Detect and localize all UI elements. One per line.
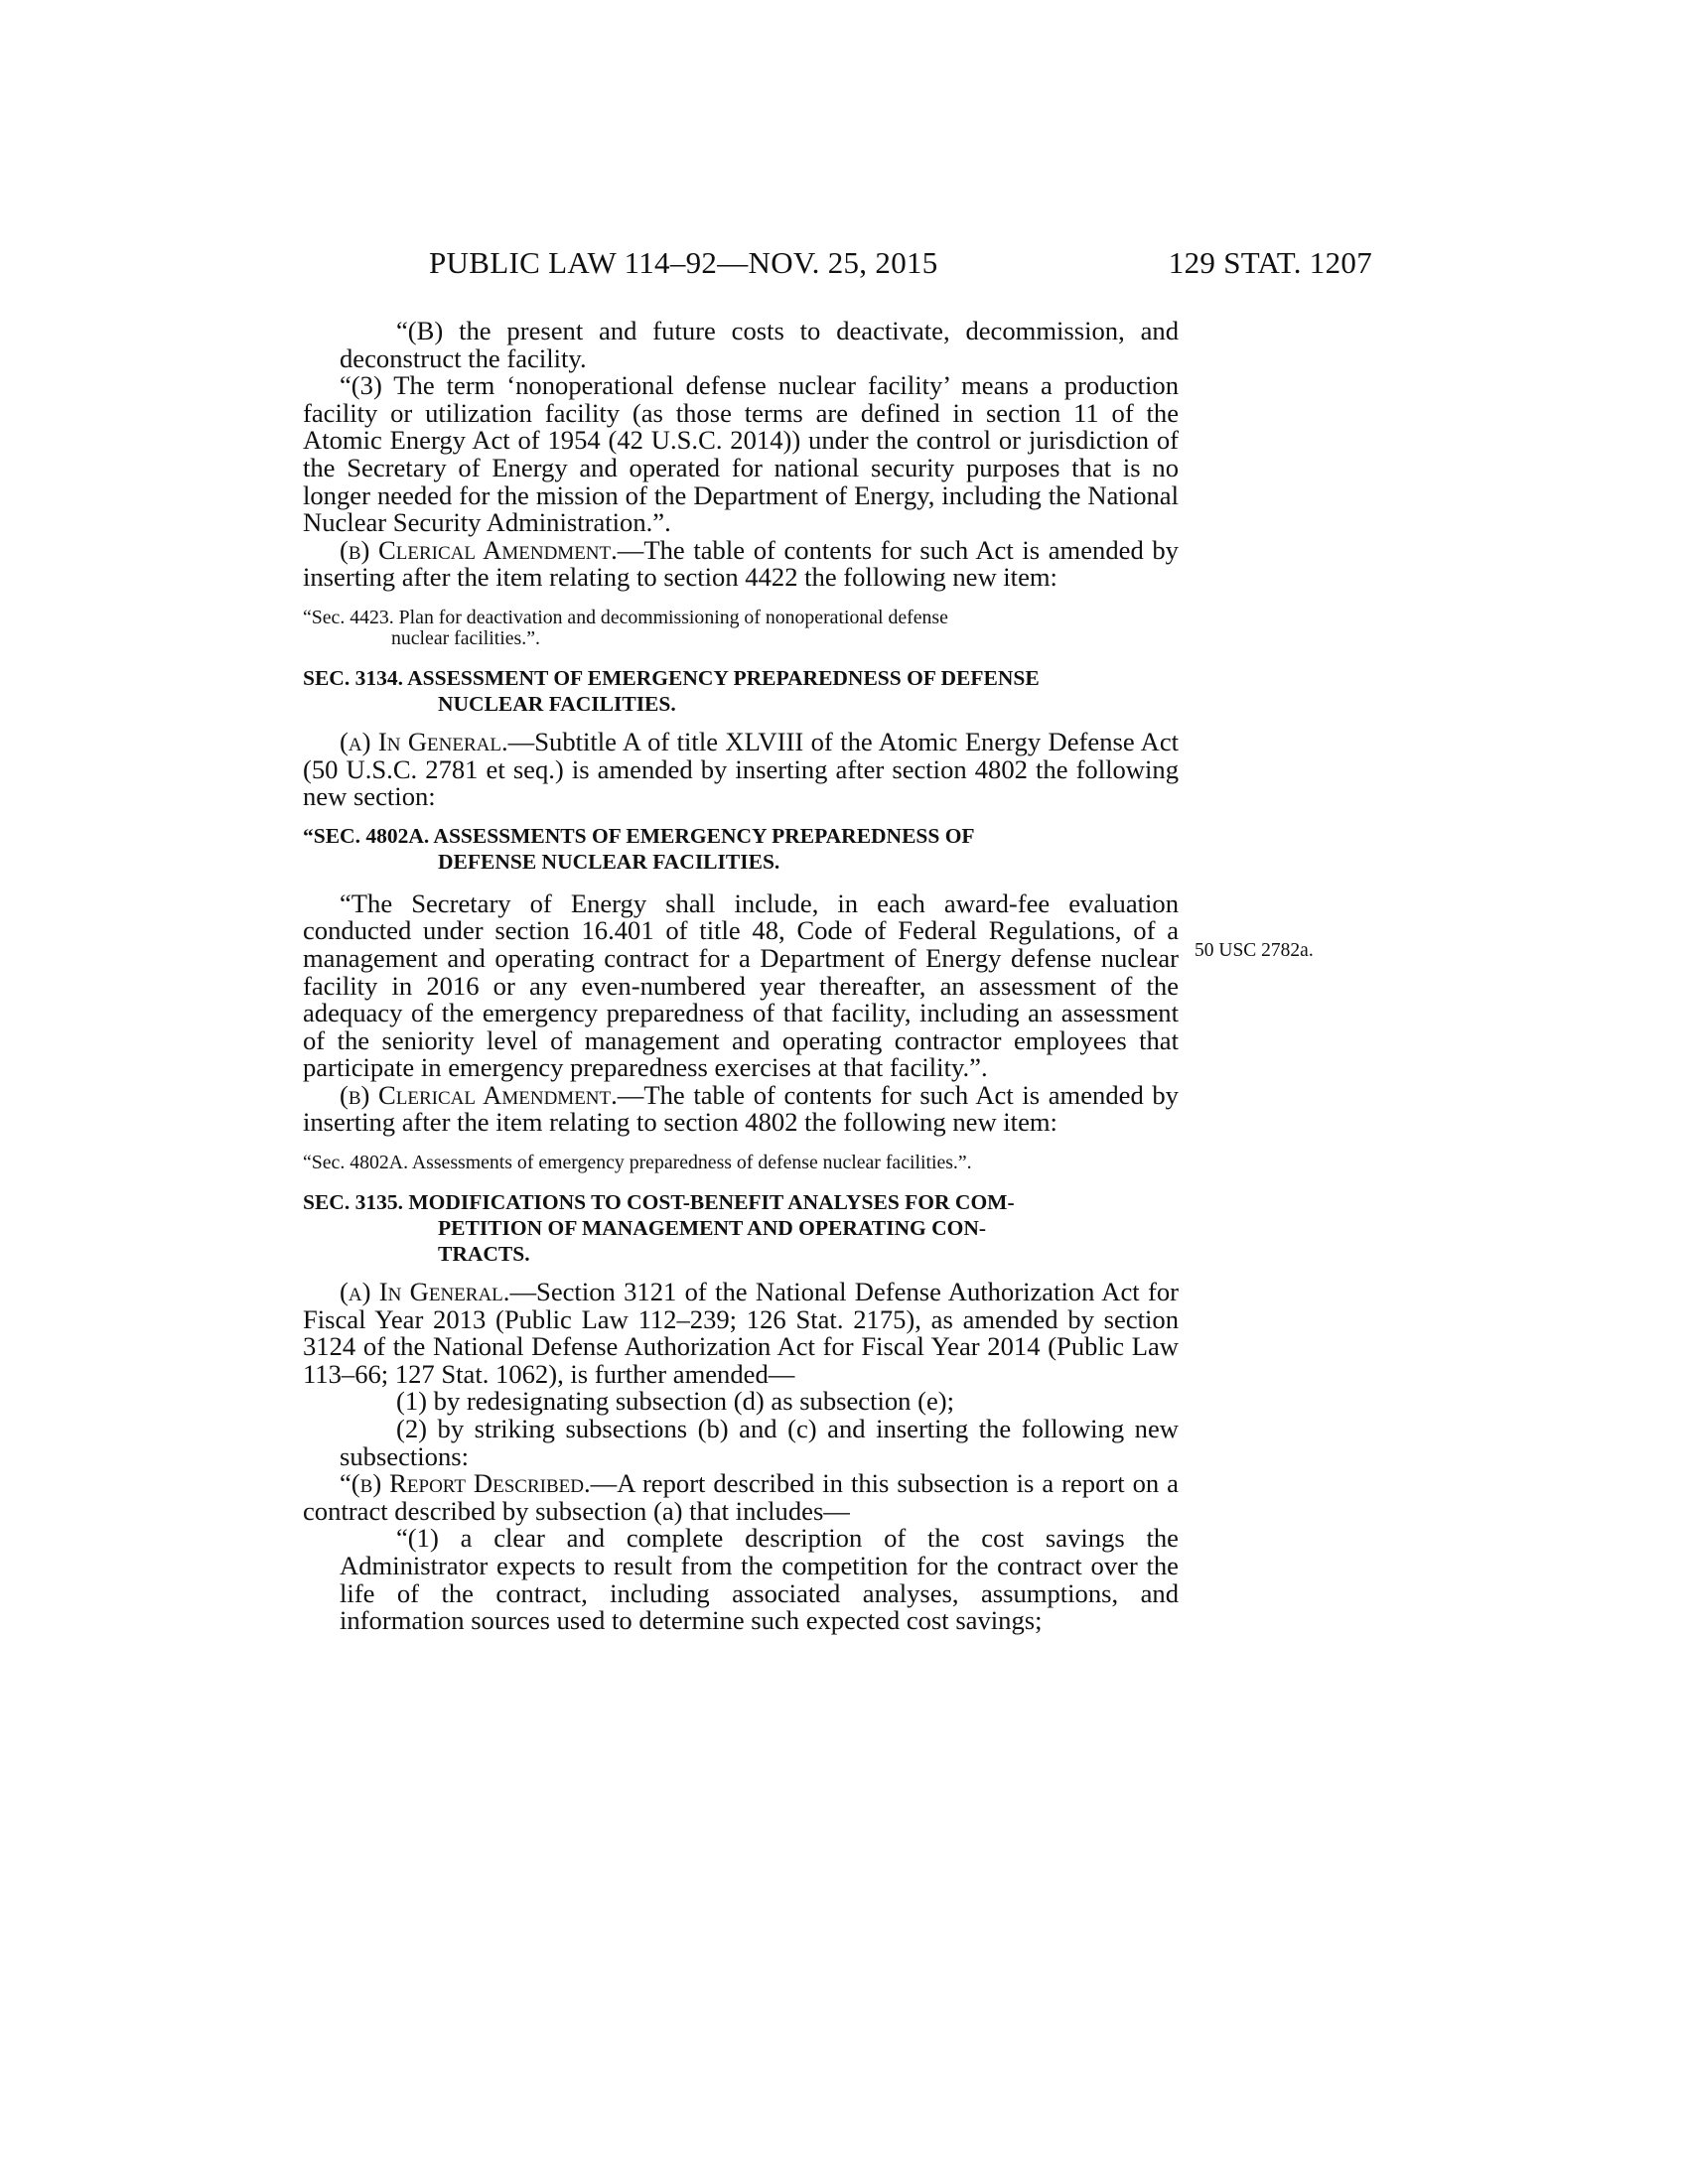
clerical-amendment-heading: (b) Clerical Amendment. [340, 534, 618, 565]
toc-item-4423 [303, 608, 1179, 649]
page-header [0, 245, 1688, 285]
page-body [303, 318, 1179, 1635]
in-general-text: —Section 3121 of the National Defense Authorization Act for Fiscal Year 2013 (Public Law 112–239; 126 Stat. 2175), as amended by section 3124 of the National Defense Authorization Act for Fiscal Year 2014 (Public Law 113–66; 127 Stat. 1062), is further amended— [303, 1277, 1180, 1389]
paragraph-sub-1: “(1) a clear and complete description of the cost savings the Administrator expects to result from the competition for the contract over the life of the contract, including associated analyses, assumptions, and information sources used to determine such expected cost savings; [340, 1523, 1179, 1636]
report-described-heading: “(b) Report Described. [340, 1468, 591, 1499]
section-heading-line: SEC. 3134. ASSESSMENT OF EMERGENCY PREPAREDNESS OF DEFENSE [303, 665, 1040, 690]
report-described-text: —A report described in this subsection is a report on a contract described by subsection (a) that includes— [303, 1468, 1179, 1526]
statute-page-number: 129 STAT. 1207 [1168, 245, 1372, 280]
in-general-heading: (a) In General. [340, 1277, 510, 1307]
section-heading-line: PETITION OF MANAGEMENT AND OPERATING CON- [438, 1216, 987, 1241]
paragraph-clerical-amendment-2 [303, 1079, 1179, 1138]
section-heading-line: DEFENSE NUCLEAR FACILITIES. [438, 849, 780, 874]
section-heading-3135 [303, 1189, 1179, 1267]
paragraph-a-in-general-2 [303, 1279, 1179, 1388]
section-heading-4802a [303, 823, 1179, 875]
paragraph-report-described [303, 1470, 1179, 1525]
paragraph-clerical-amendment-1 [303, 534, 1179, 593]
section-heading-line: SEC. 3135. MODIFICATIONS TO COST-BENEFIT ANALYSES FOR COM- [303, 1190, 1015, 1215]
paragraph-item-1: (1) by redesignating subsection (d) as subsection (e); [396, 1386, 955, 1417]
section-heading-3134 [303, 665, 1179, 717]
margin-note-usc: 50 USC 2782a. [1195, 940, 1314, 961]
toc-item-4802a: “Sec. 4802A. Assessments of emergency preparedness of defense nuclear facilities.”. [303, 1152, 972, 1174]
paragraph-secretary-assessment: “The Secretary of Energy shall include, in each award-fee evaluation conducted under section 16.401 of title 48, Code of Federal Regulations, of a management and operating contract for a Department of Energy defense nuclear facility in 2016 or any even-numbered year thereafter, an assessment of the adequacy of the emergency preparedness of that facility, including an assessment of the seniority level of management and operating contractor employees that participate in emergency preparedness exercises at that facility.”. [303, 887, 1179, 1083]
paragraph-definition-3: “(3) The term ‘nonoperational defense nuclear facility’ means a production facility or utilization facility (as those terms are defined in section 11 of the Atomic Energy Act of 1954 (42 U.S.C. 2014)) under the control or jurisdiction of the Secretary of Energy and operated for national security purposes that is no longer needed for the mission of the Department of Energy, including the National Nuclear Security Administration.”. [303, 370, 1179, 538]
in-general-heading: (a) In General. [340, 726, 508, 756]
toc-item-line: nuclear facilities.”. [391, 626, 540, 649]
paragraph-item-2: (2) by striking subsections (b) and (c) and inserting the following new subsections: [340, 1414, 1179, 1471]
section-heading-line: “SEC. 4802A. ASSESSMENTS OF EMERGENCY PREPAREDNESS OF [303, 823, 975, 848]
clerical-amendment-heading: (b) Clerical Amendment. [340, 1079, 618, 1110]
public-law-citation: PUBLIC LAW 114–92—NOV. 25, 2015 [429, 245, 938, 280]
paragraph-a-in-general-1 [303, 726, 1180, 812]
section-heading-line: NUCLEAR FACILITIES. [438, 691, 676, 716]
section-heading-line: TRACTS. [438, 1242, 530, 1267]
in-general-text: —Subtitle A of title XLVIII of the Atomic Energy Defense Act (50 U.S.C. 2781 et seq.) is amended by inserting after section 4802 the following new section: [303, 726, 1180, 812]
clerical-amendment-text: —The table of contents for such Act is amended by inserting after the item relating to section 4802 the following new item: [303, 1079, 1179, 1138]
paragraph-b-costs: “(B) the present and future costs to deactivate, decommission, and deconstruct the facility. [340, 316, 1179, 373]
toc-item-line: “Sec. 4423. Plan for deactivation and decommissioning of nonoperational defense [303, 606, 948, 628]
clerical-amendment-text: —The table of contents for such Act is amended by inserting after the item relating to section 4422 the following new item: [303, 534, 1179, 593]
